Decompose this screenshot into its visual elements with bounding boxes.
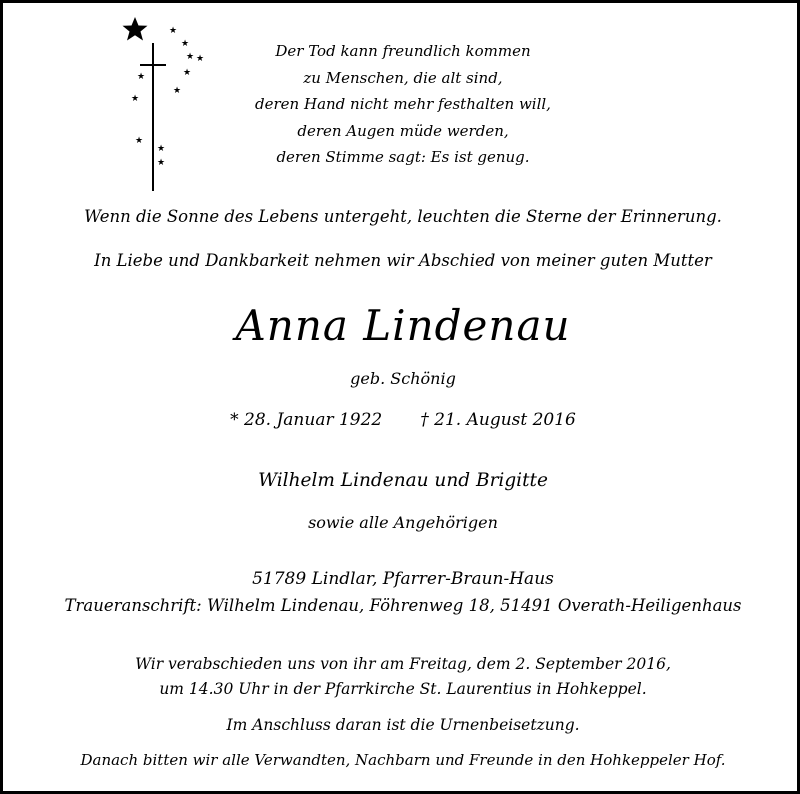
maiden-name: geb. Schönig	[350, 369, 456, 388]
poem-line: deren Augen müde werden,	[297, 121, 509, 140]
star-icon: ★	[196, 54, 205, 64]
urn-burial-note: Im Anschluss daran ist die Urnenbeisetzung.	[226, 716, 580, 734]
poem-line: deren Hand nicht mehr festhalten will,	[255, 95, 551, 113]
poem	[228, 38, 578, 171]
star-icon: ★	[181, 39, 190, 49]
star-icon: ★	[137, 72, 146, 82]
star-icon: ★	[169, 26, 178, 36]
poem-line: deren Stimme sagt: Es ist genug.	[276, 148, 530, 166]
star-icon: ★	[157, 144, 166, 154]
star-icon: ★	[131, 94, 140, 104]
deceased-name: Anna Lindenau	[235, 301, 571, 350]
intro-text: In Liebe und Dankbarkeit nehmen wir Abschied von meiner guten Mutter	[94, 251, 712, 270]
reception-invitation: Danach bitten wir alle Verwandten, Nachbarn und Freunde in den Hohkeppeler Hof.	[80, 751, 726, 769]
address-line: 51789 Lindlar, Pfarrer-Braun-Haus	[252, 569, 554, 589]
cross-and-stars-ornament	[113, 13, 213, 193]
star-icon	[123, 17, 148, 41]
relatives: sowie alle Angehörigen	[308, 513, 498, 532]
service-location: um 14.30 Uhr in der Pfarrkirche St. Laurentius in Hohkeppel.	[159, 680, 647, 698]
birth-date: * 28. Januar 1922	[230, 410, 383, 430]
star-icon: ★	[186, 52, 195, 62]
star-icon: ★	[183, 68, 192, 78]
star-icon: ★	[173, 86, 182, 96]
life-dates	[3, 410, 800, 430]
star-icon: ★	[157, 158, 166, 168]
death-date: † 21. August 2016	[420, 410, 576, 430]
poem-line: Der Tod kann freundlich kommen	[275, 42, 531, 60]
star-icon-group	[131, 26, 204, 168]
service-date: Wir verabschieden uns von ihr am Freitag, dem 2. September 2016,	[135, 655, 671, 673]
mourning-address: Traueranschrift: Wilhelm Lindenau, Föhrenweg 18, 51491 Overath-Heiligenhaus	[64, 596, 742, 615]
motto: Wenn die Sonne des Lebens untergeht, leuchten die Sterne der Erinnerung.	[84, 207, 722, 226]
poem-line: zu Menschen, die alt sind,	[303, 68, 503, 87]
cross-icon	[140, 43, 166, 191]
mourners: Wilhelm Lindenau und Brigitte	[258, 470, 548, 491]
star-icon: ★	[135, 136, 144, 146]
